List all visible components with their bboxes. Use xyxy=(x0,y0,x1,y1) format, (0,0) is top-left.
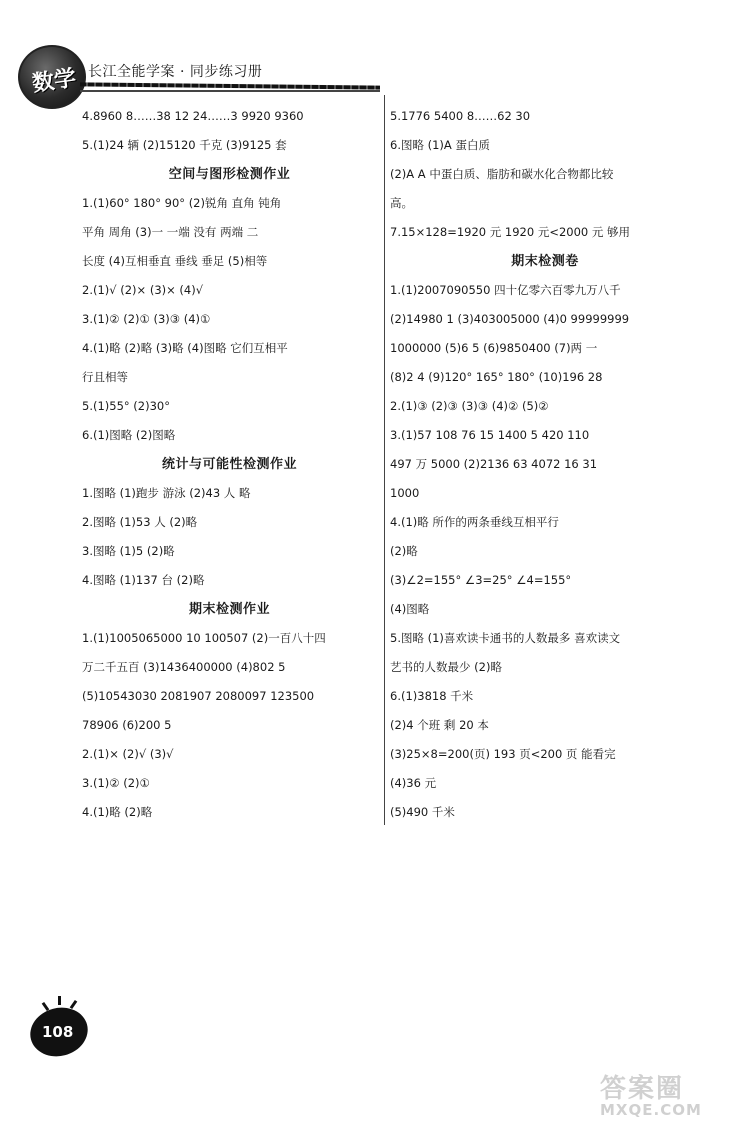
answer-line: 6.(1)图略 (2)图略 xyxy=(82,428,176,442)
answer-line: 艺书的人数最少 (2)略 xyxy=(390,660,502,674)
math-logo xyxy=(18,45,86,109)
answer-line: (4)36 元 xyxy=(390,776,437,790)
watermark xyxy=(600,1068,745,1118)
page-number-badge xyxy=(30,1000,94,1064)
answer-line: 3.(1)57 108 76 15 1400 5 420 110 xyxy=(390,428,590,442)
answer-line: 万二千五百 (3)1436400000 (4)802 5 xyxy=(82,660,286,674)
answer-line: 4.8960 8……38 12 24……3 9920 9360 xyxy=(82,109,304,123)
answer-line: 1.(1)2007090550 四十亿零六百零九万八千 xyxy=(390,283,621,297)
ray-icon xyxy=(70,1000,78,1009)
answer-line: 1.(1)1005065000 10 100507 (2)一百八十四 xyxy=(82,631,326,645)
answer-line: 1000000 (5)6 5 (6)9850400 (7)两 一 xyxy=(390,341,598,355)
answer-line: (2)4 个班 剩 20 本 xyxy=(390,718,489,732)
answer-line: (5)10543030 2081907 2080097 123500 xyxy=(82,689,315,703)
answer-line: 3.(1)② (2)① (3)③ (4)① xyxy=(82,312,211,326)
answer-line: 1000 xyxy=(390,486,420,500)
answer-line: (5)490 千米 xyxy=(390,805,455,819)
answer-line: 3.图略 (1)5 (2)略 xyxy=(82,544,175,558)
answer-line: (8)2 4 (9)120° 165° 180° (10)196 28 xyxy=(390,370,603,384)
answer-line: 平角 周角 (3)一 一端 没有 两端 二 xyxy=(82,225,259,239)
answer-line: 1.图略 (1)跑步 游泳 (2)43 人 略 xyxy=(82,486,251,500)
answer-line: 4.(1)略 (2)略 xyxy=(82,805,153,819)
section-heading: 期末检测作业 xyxy=(188,602,270,617)
answer-line: 5.(1)24 辆 (2)15120 千克 (3)9125 套 xyxy=(82,138,287,152)
answer-line: 4.(1)略 所作的两条垂线互相平行 xyxy=(390,515,559,529)
watermark-bottom: MXQE.COM xyxy=(600,1101,702,1119)
answer-line: 2.(1)× (2)√ (3)√ xyxy=(82,747,174,761)
answer-line: 4.图略 (1)137 台 (2)略 xyxy=(82,573,205,587)
book-title: 长江全能学案 · 同步练习册 xyxy=(88,64,263,80)
answer-line: 高。 xyxy=(390,196,413,210)
column-divider xyxy=(384,95,385,825)
answer-line: (2)略 xyxy=(390,544,418,558)
answer-column-left xyxy=(82,102,377,827)
answer-line: (2)14980 1 (3)403005000 (4)0 99999999 xyxy=(390,312,630,326)
answer-line: 78906 (6)200 5 xyxy=(82,718,172,732)
answer-line: 4.(1)略 (2)略 (3)略 (4)图略 它们互相平 xyxy=(82,341,288,355)
answer-column-right xyxy=(390,102,700,827)
answer-line: 5.(1)55° (2)30° xyxy=(82,399,170,413)
answer-line: (4)图略 xyxy=(390,602,430,616)
ray-icon xyxy=(58,996,61,1005)
section-heading: 空间与图形检测作业 xyxy=(168,167,291,182)
header-rule-thin xyxy=(80,90,380,92)
answer-line: 5.1776 5400 8……62 30 xyxy=(390,109,531,123)
answer-line: (2)A A 中蛋白质、脂肪和碳水化合物都比较 xyxy=(390,167,614,181)
section-heading: 期末检测卷 xyxy=(511,254,579,269)
answer-line: 2.图略 (1)53 人 (2)略 xyxy=(82,515,198,529)
page-header xyxy=(0,0,750,110)
answer-line: 长度 (4)互相垂直 垂线 垂足 (5)相等 xyxy=(82,254,268,268)
watermark-top: 答案圈 xyxy=(600,1074,685,1104)
answer-line: (3)25×8=200(页) 193 页<200 页 能看完 xyxy=(390,747,616,761)
answer-line: 行且相等 xyxy=(82,370,128,384)
answer-line: (3)∠2=155° ∠3=25° ∠4=155° xyxy=(390,573,572,587)
answer-line: 1.(1)60° 180° 90° (2)锐角 直角 钝角 xyxy=(82,196,282,210)
answer-line: 3.(1)② (2)① xyxy=(82,776,150,790)
answer-line: 2.(1)③ (2)③ (3)③ (4)② (5)② xyxy=(390,399,549,413)
header-rule xyxy=(80,82,380,89)
page-number: 108 xyxy=(42,1023,74,1041)
section-heading: 统计与可能性检测作业 xyxy=(161,457,297,472)
answer-line: 2.(1)√ (2)× (3)× (4)√ xyxy=(82,283,204,297)
answer-line: 7.15×128=1920 元 1920 元<2000 元 够用 xyxy=(390,225,631,239)
answer-line: 5.图略 (1)喜欢读卡通书的人数最多 喜欢读文 xyxy=(390,631,621,645)
answer-line: 6.(1)3818 千米 xyxy=(390,689,474,703)
answer-line: 6.图略 (1)A 蛋白质 xyxy=(390,138,490,152)
logo-text: 数学 xyxy=(30,65,78,97)
answer-line: 497 万 5000 (2)2136 63 4072 16 31 xyxy=(390,457,598,471)
